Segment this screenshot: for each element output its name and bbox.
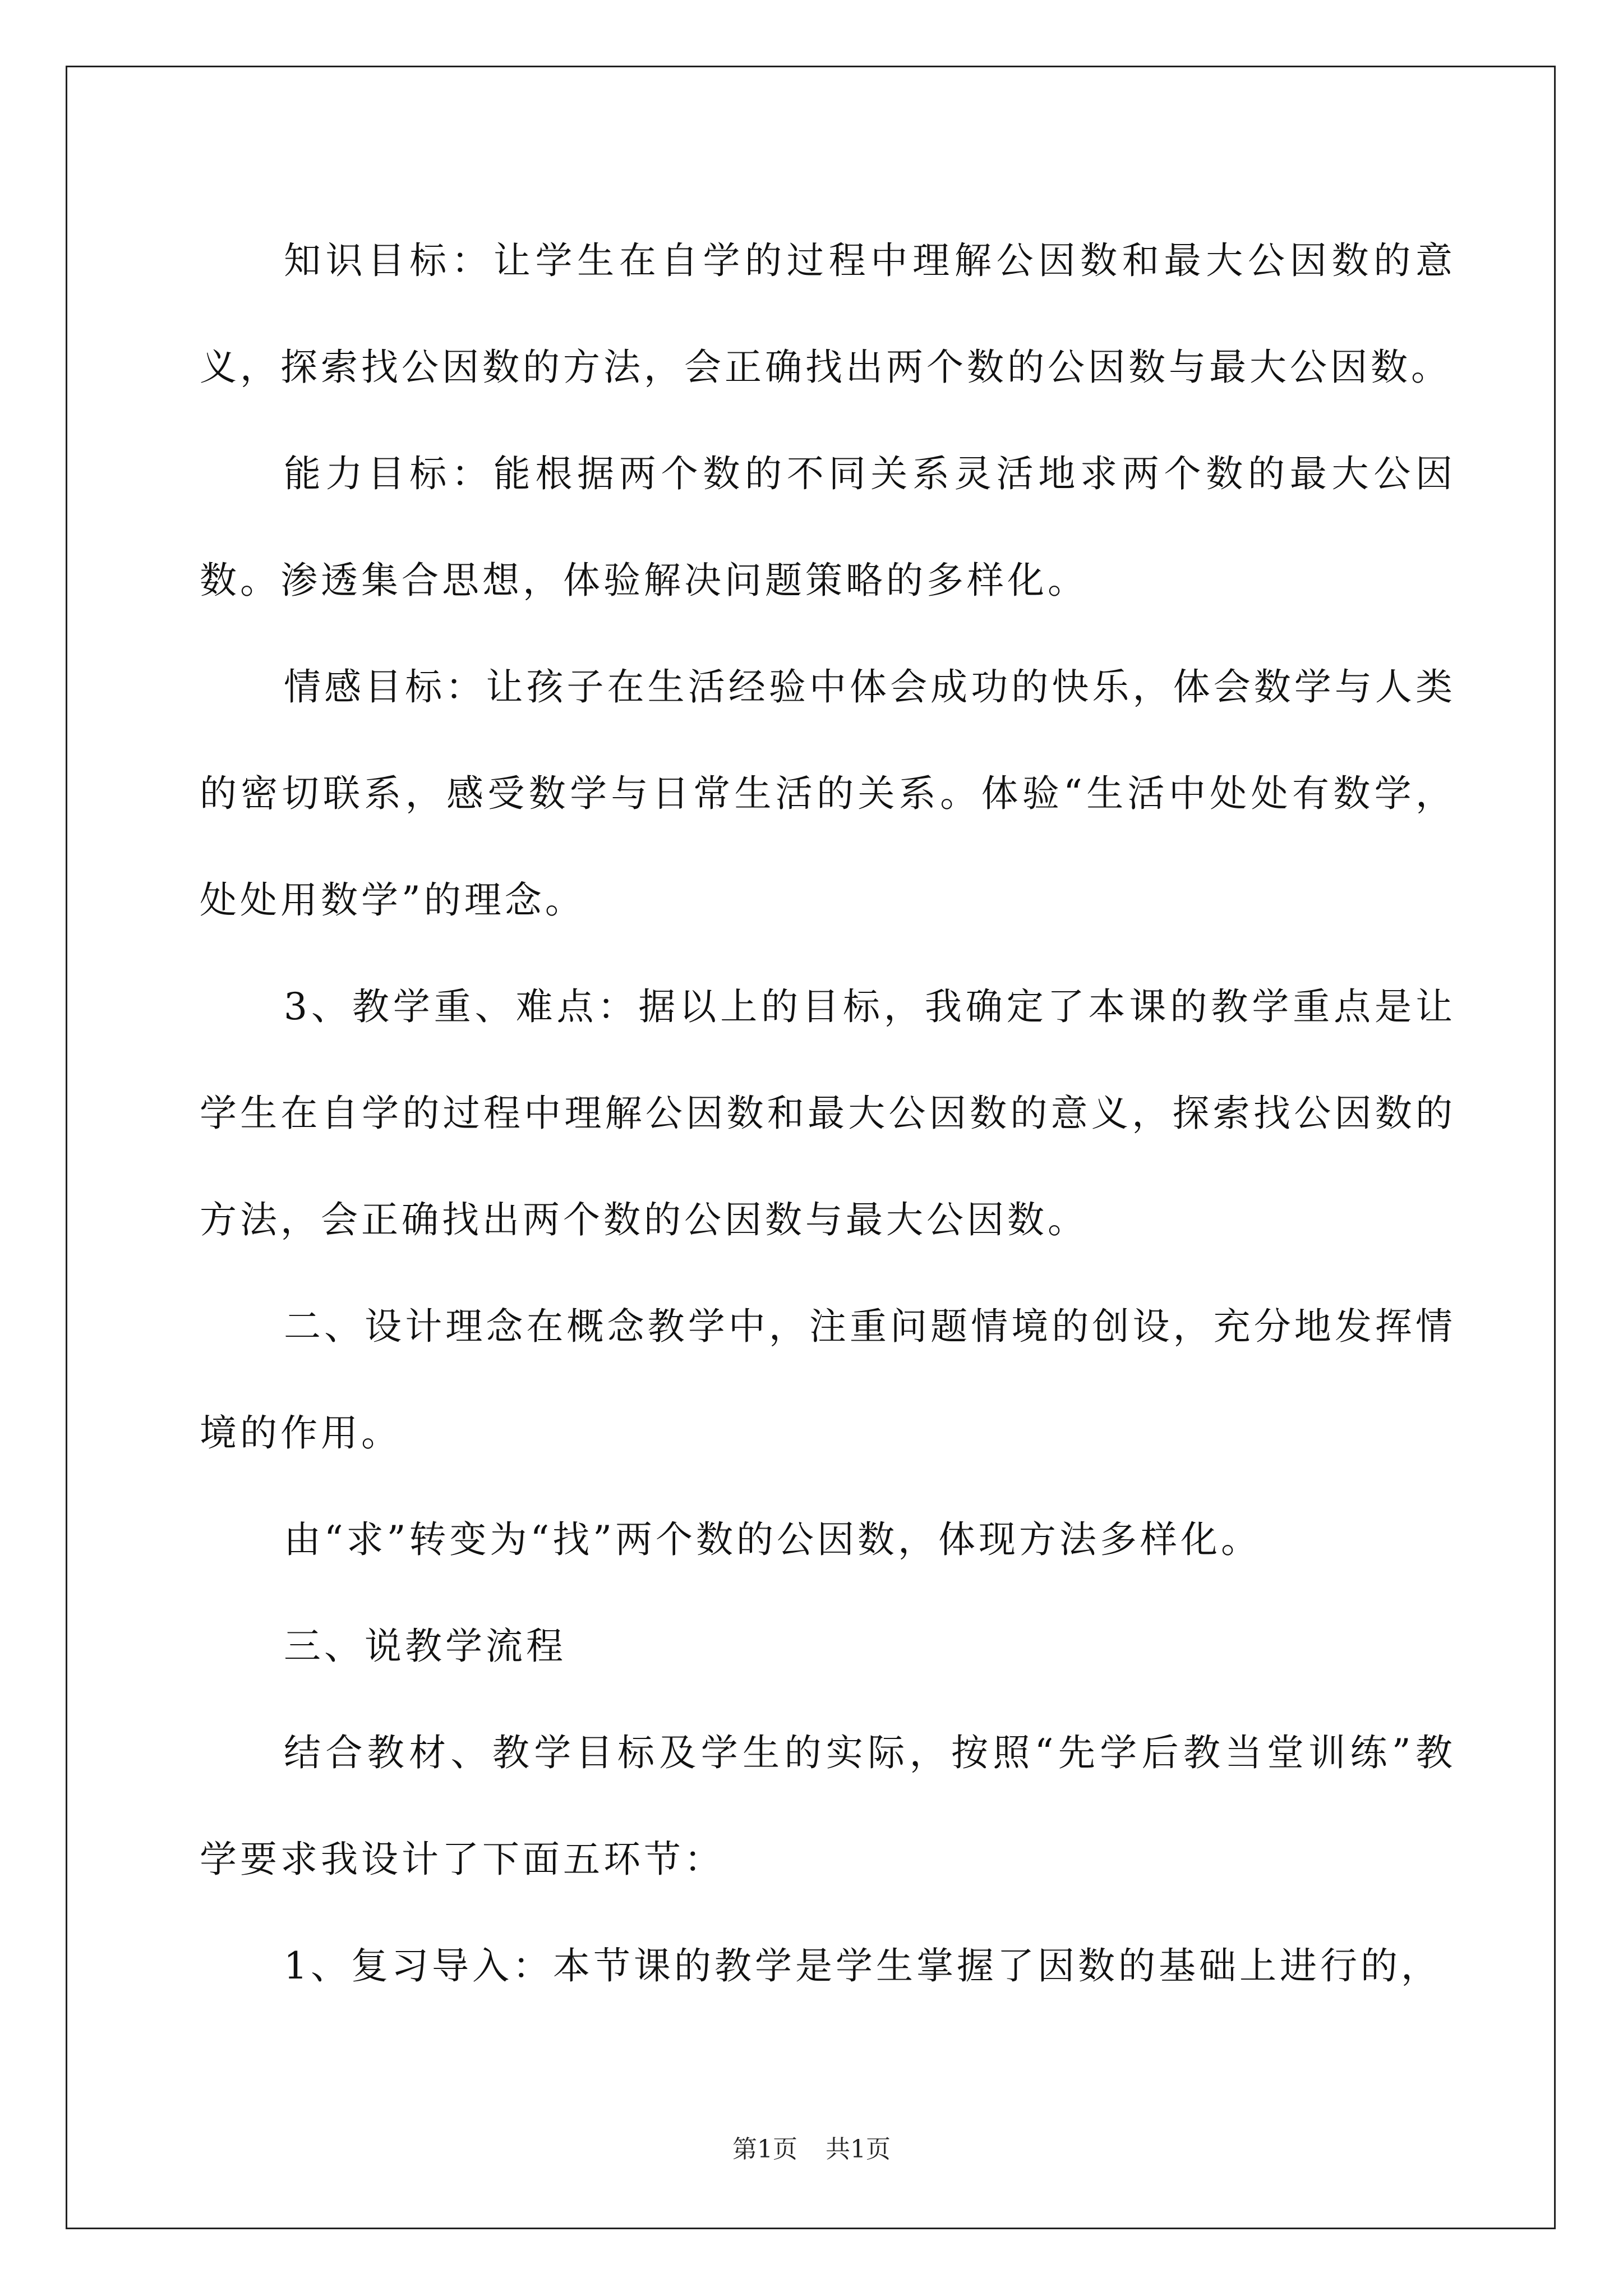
paragraph-key-points: 3、教学重、难点：据以上的目标，我确定了本课的教学重点是让学生在自学的过程中理解公因数和最大公因数的意义，探索找公因数的方法，会正确找出两个数的公因数与最大公因数。 (200, 985, 1456, 1241)
page-footer (0, 2133, 1623, 2166)
page-total: 共1页 (826, 2135, 891, 2164)
paragraph-emotion-goal: 情感目标：让孩子在生活经验中体会成功的快乐，体会数学与人类的密切联系，感受数学与日常生活的关系。体验“生活中处处有数学，处处用数学”的理念。 (200, 665, 1456, 922)
paragraph-knowledge-goal: 知识目标：让学生在自学的过程中理解公因数和最大公因数的意义，探索找公因数的方法，会正确找出两个数的公因数与最大公因数。 (200, 239, 1456, 389)
paragraph-review-intro: 1、复习导入：本节课的教学是学生掌握了因数的基础上进行的， (284, 1944, 1441, 1987)
section-heading-teaching-process: 三、说教学流程 (284, 1625, 566, 1668)
document-body (200, 208, 1456, 2019)
paragraph-design-concept: 二、设计理念在概念教学中，注重问题情境的创设，充分地发挥情境的作用。 (200, 1305, 1456, 1455)
paragraph-process-intro: 结合教材、教学目标及学生的实际，按照“先学后教当堂训练”教学要求我设计了下面五环节： (200, 1731, 1456, 1881)
page-number: 第1页 (732, 2135, 797, 2164)
paragraph-ability-goal: 能力目标：能根据两个数的不同关系灵活地求两个数的最大公因数。渗透集合思想，体验解决问题策略的多样化。 (200, 452, 1456, 602)
paragraph-method-diversity: 由“求”转变为“找”两个数的公因数，体现方法多样化。 (284, 1518, 1261, 1561)
